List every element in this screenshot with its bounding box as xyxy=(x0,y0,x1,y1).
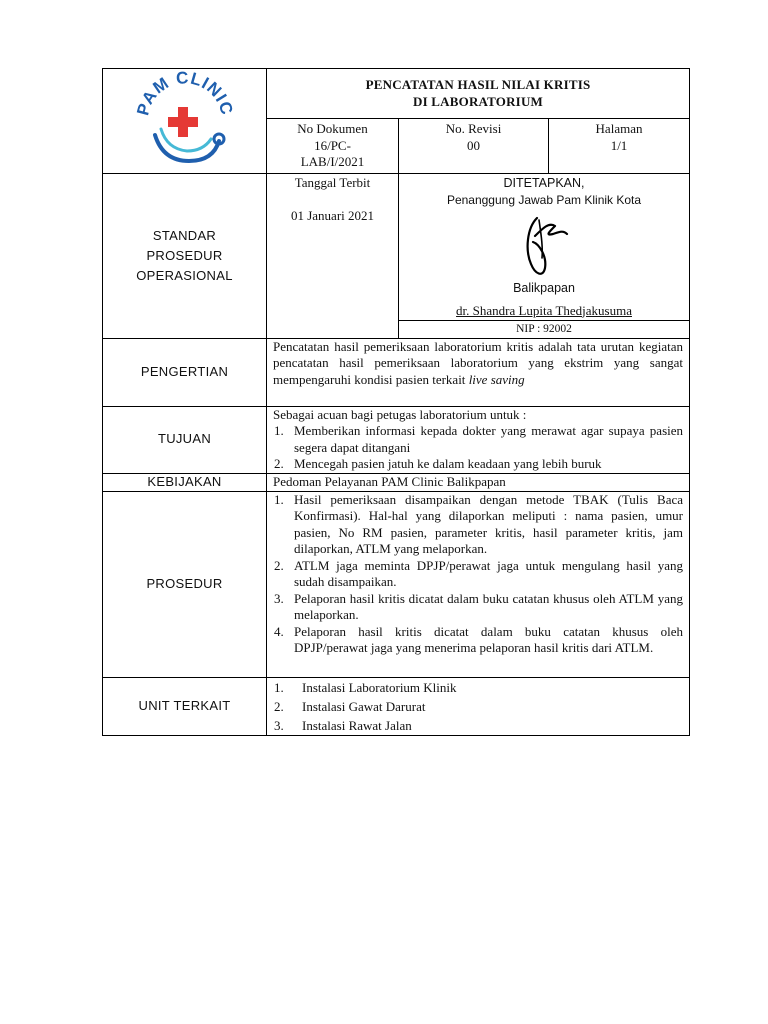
signature-image xyxy=(509,214,579,280)
prosedur-label: PROSEDUR xyxy=(146,575,223,591)
tujuan-label: TUJUAN xyxy=(157,431,212,447)
no-revisi-cell xyxy=(399,119,549,174)
halaman-cell xyxy=(549,119,690,174)
signer-name: dr. Shandra Lupita Thedjakusuma xyxy=(456,302,632,318)
tanggal-terbit-value: 01 Januari 2021 xyxy=(290,207,375,223)
no-dokumen-cell xyxy=(267,119,399,174)
no-dokumen-value-2: LAB/I/2021 xyxy=(300,154,365,170)
nip: NIP : 92002 xyxy=(399,320,689,338)
unit-terkait-label: UNIT TERKAIT xyxy=(138,697,231,713)
tanggal-terbit-cell xyxy=(267,174,399,339)
pengertian-label-cell xyxy=(103,338,267,406)
kebijakan-label: KEBIJAKAN xyxy=(147,473,222,489)
tujuan-text-cell xyxy=(267,406,690,473)
pengertian-text: Pencatatan hasil pemeriksaan laboratorium kritis adalah tata urutan kegiatan pencatatan hasil pemeriksaan laboratorium yang ekstrim yang sangat mempengaruhi kondisi pasien terkait xyxy=(273,338,684,387)
pengertian-text-cell xyxy=(267,338,690,406)
tujuan-label-cell xyxy=(103,406,267,473)
penanggung-jawab: Penanggung Jawab Pam Klinik Kota xyxy=(446,192,642,207)
kebijakan-label-cell xyxy=(103,473,267,491)
pengertian-italic: live saving xyxy=(468,371,525,387)
list-item: 1. Hasil pemeriksaan disampaikan dengan metode TBAK (Tulis Baca Konfirmasi). Hal-hal yang dilaporkan meliputi : nama pasien, umur pasien, No RM pasien, parameter kritis, hasil parameter kritis, jam dilaporkan, ATLM yang melaporkan. xyxy=(274,491,684,556)
unit-terkait-text-cell xyxy=(267,677,690,735)
logo-cell xyxy=(103,69,267,174)
ditetapkan-cell xyxy=(399,174,690,339)
tujuan-intro: Sebagai acuan bagi petugas laboratorium untuk : xyxy=(273,406,527,422)
list-item: 3. Pelaporan hasil kritis dicatat dalam buku catatan khusus oleh ATLM yang melaporkan. xyxy=(274,590,684,622)
list-item: 2. ATLM jaga meminta DPJP/perawat jaga untuk mengulang hasil yang sudah disampaikan. xyxy=(274,557,684,589)
kebijakan-text: Pedoman Pelayanan PAM Clinic Balikpapan xyxy=(273,473,506,489)
prosedur-label-cell xyxy=(103,491,267,677)
list-item: 2. Instalasi Gawat Darurat xyxy=(274,698,426,714)
kebijakan-text-cell xyxy=(267,473,690,491)
list-item: 1. Memberikan informasi kepada dokter yang merawat agar supaya pasien segera dapat ditangani xyxy=(274,423,684,455)
pengertian-label: PENGERTIAN xyxy=(140,363,229,379)
sop-label-line-2: PROSEDUR xyxy=(146,247,223,263)
logo-text: PAM CLINIC xyxy=(132,69,237,118)
list-item: 1. Instalasi Laboratorium Klinik xyxy=(274,679,457,695)
tanggal-terbit-label: Tanggal Terbit xyxy=(294,175,371,190)
list-item: 4. Pelaporan hasil kritis dicatat dalam buku catatan khusus oleh DPJP/perawat jaga yang menerima pelaporan hasil kritis dari ATLM. xyxy=(274,623,684,655)
no-dokumen-value-1: 16/PC- xyxy=(314,137,351,153)
unit-terkait-list xyxy=(271,678,689,735)
document-title xyxy=(267,69,690,119)
tujuan-list xyxy=(271,423,689,473)
halaman-label: Halaman xyxy=(595,121,643,137)
sop-label-line-1: STANDAR xyxy=(152,227,217,243)
title-line-2: DI LABORATORIUM xyxy=(413,93,544,109)
prosedur-list xyxy=(271,492,689,657)
unit-terkait-label-cell xyxy=(103,677,267,735)
list-item: 2. Mencegah pasien jatuh ke dalam keadaan yang lebih buruk xyxy=(274,456,602,471)
pam-clinic-logo xyxy=(133,69,237,173)
no-revisi-value: 00 xyxy=(467,137,480,153)
city: Balikpapan xyxy=(513,281,575,295)
title-line-1: PENCATATAN HASIL NILAI KRITIS xyxy=(365,77,591,93)
prosedur-text-cell xyxy=(267,491,690,677)
sop-label-line-3: OPERASIONAL xyxy=(136,267,233,283)
ditetapkan-label: DITETAPKAN, xyxy=(503,176,585,190)
sop-label-cell xyxy=(103,174,267,339)
halaman-value: 1/1 xyxy=(610,137,628,153)
no-dokumen-label: No Dokumen xyxy=(297,121,368,137)
no-revisi-label: No. Revisi xyxy=(445,121,502,137)
sop-document-table xyxy=(102,68,690,736)
list-item: 3. Instalasi Rawat Jalan xyxy=(274,717,412,733)
